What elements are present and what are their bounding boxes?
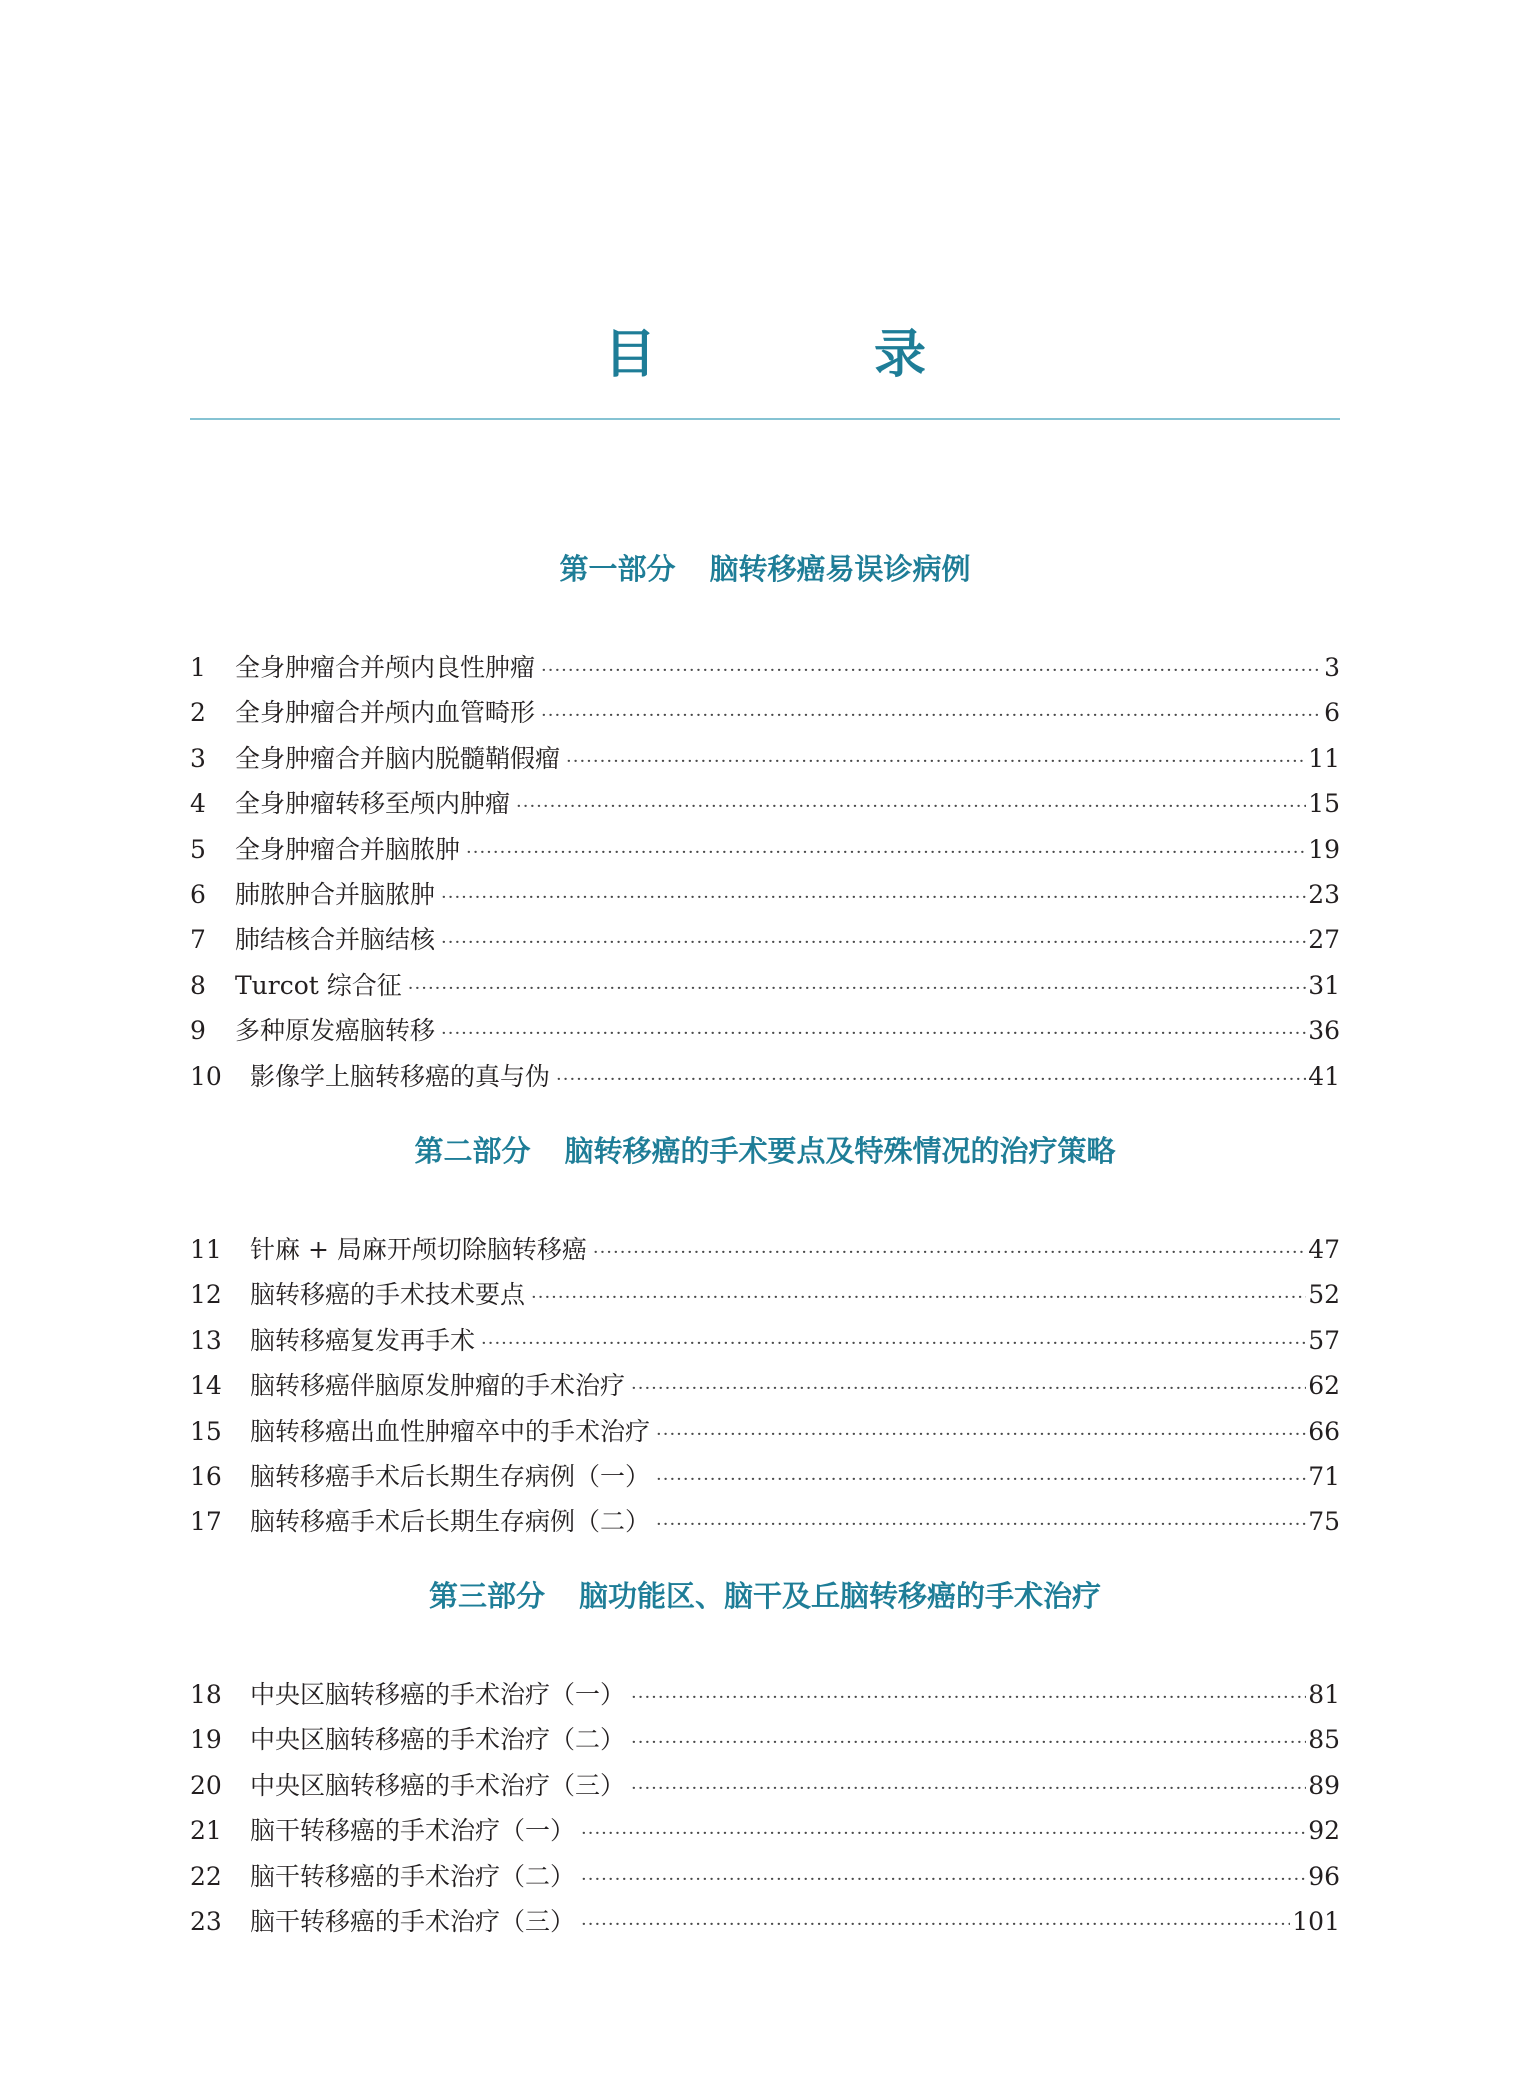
- toc-entry[interactable]: [190, 1672, 1340, 1717]
- entry-title: 中央区脑转移癌的手术治疗（三）: [250, 1770, 626, 1800]
- entry-page-number: 96: [1308, 1861, 1340, 1891]
- entry-page-number: 57: [1308, 1325, 1340, 1355]
- dot-leader: [631, 1766, 1306, 1811]
- dot-leader: [408, 966, 1306, 1011]
- entry-number: 3: [190, 743, 206, 773]
- toc-entry[interactable]: [190, 1318, 1340, 1363]
- toc-entry[interactable]: [190, 827, 1340, 872]
- entry-title: 全身肿瘤合并颅内良性肿瘤: [235, 653, 536, 682]
- section-heading: [190, 1572, 1340, 1620]
- toc-entry-list: [190, 1227, 1340, 1545]
- dot-leader: [516, 784, 1306, 829]
- entry-number: 21: [190, 1816, 222, 1846]
- entry-page-number: 41: [1308, 1061, 1340, 1091]
- entry-page-number: 92: [1308, 1816, 1340, 1846]
- dot-leader: [541, 693, 1322, 738]
- entry-title: 脑转移癌的手术技术要点: [250, 1280, 526, 1310]
- entry-page-number: 6: [1324, 698, 1340, 728]
- entry-number: 22: [190, 1861, 222, 1891]
- entry-title: 脑干转移癌的手术治疗（一）: [250, 1816, 576, 1846]
- dot-leader: [481, 1321, 1306, 1366]
- entry-number: 10: [190, 1061, 222, 1091]
- entry-page-number: 27: [1308, 925, 1340, 955]
- section-title: 脑转移癌的手术要点及特殊情况的治疗策略: [564, 1134, 1116, 1168]
- entry-page-number: 66: [1308, 1416, 1340, 1446]
- toc-entry-list: [190, 645, 1340, 1099]
- entry-title: 全身肿瘤合并脑内脱髓鞘假瘤: [235, 743, 561, 773]
- entry-title: 脑转移癌手术后长期生存病例（二）: [250, 1507, 651, 1537]
- entry-number: 8: [190, 970, 206, 1000]
- entry-number: 7: [190, 925, 206, 955]
- entry-page-number: 62: [1308, 1371, 1340, 1401]
- entry-page-number: 11: [1308, 743, 1340, 773]
- section-part-label: 第三部分: [428, 1579, 545, 1613]
- toc-entry[interactable]: [190, 1763, 1340, 1808]
- toc-entry[interactable]: [190, 1227, 1340, 1272]
- entry-number: 19: [190, 1725, 222, 1755]
- toc-entry[interactable]: [190, 1854, 1340, 1899]
- toc-entry[interactable]: [190, 1054, 1340, 1099]
- toc-entry[interactable]: [190, 1454, 1340, 1499]
- entry-number: 12: [190, 1280, 222, 1310]
- section-heading: [190, 545, 1340, 593]
- entry-page-number: 36: [1308, 1016, 1340, 1046]
- entry-page-number: 23: [1308, 879, 1340, 909]
- entry-page-number: 85: [1308, 1725, 1340, 1755]
- toc-entry[interactable]: [190, 736, 1340, 781]
- entry-number: 11: [190, 1235, 222, 1264]
- toc-entry[interactable]: [190, 1899, 1340, 1944]
- entry-number: 23: [190, 1906, 222, 1936]
- dot-leader: [581, 1857, 1306, 1902]
- entry-page-number: 3: [1324, 653, 1340, 682]
- toc-entry[interactable]: [190, 963, 1340, 1008]
- toc-entry[interactable]: [190, 1717, 1340, 1762]
- toc-entry[interactable]: [190, 690, 1340, 735]
- entry-title: 脑干转移癌的手术治疗（二）: [250, 1861, 576, 1891]
- page-title: 目 录: [603, 325, 1027, 385]
- dot-leader: [466, 830, 1306, 875]
- dot-leader: [441, 920, 1306, 965]
- entry-number: 5: [190, 834, 206, 864]
- entry-page-number: 52: [1308, 1280, 1340, 1310]
- entry-number: 1: [190, 653, 206, 682]
- entry-title: 全身肿瘤合并颅内血管畸形: [235, 698, 536, 728]
- dot-leader: [441, 1011, 1306, 1056]
- section-part-label: 第二部分: [414, 1134, 531, 1168]
- toc-entry[interactable]: [190, 872, 1340, 917]
- toc-entry[interactable]: [190, 1409, 1340, 1454]
- dot-leader: [566, 739, 1306, 784]
- dot-leader: [556, 1057, 1306, 1102]
- section-heading: [190, 1127, 1340, 1175]
- dot-leader: [631, 1675, 1306, 1720]
- entry-title: Turcot 综合征: [235, 970, 402, 1000]
- toc-entry[interactable]: [190, 1363, 1340, 1408]
- entry-number: 16: [190, 1461, 222, 1491]
- entry-number: 15: [190, 1416, 222, 1446]
- entry-title: 脑转移癌手术后长期生存病例（一）: [250, 1461, 651, 1491]
- entry-title: 中央区脑转移癌的手术治疗（二）: [250, 1725, 626, 1755]
- entry-title: 肺结核合并脑结核: [235, 925, 436, 955]
- entry-title: 脑干转移癌的手术治疗（三）: [250, 1906, 576, 1936]
- entry-number: 6: [190, 879, 206, 909]
- dot-leader: [656, 1502, 1306, 1547]
- title-divider: [190, 418, 1340, 420]
- entry-title: 全身肿瘤合并脑脓肿: [235, 834, 461, 864]
- section-title: 脑功能区、脑干及丘脑转移癌的手术治疗: [579, 1579, 1102, 1613]
- entry-number: 2: [190, 698, 206, 728]
- dot-leader: [581, 1902, 1290, 1947]
- entry-title: 针麻 + 局麻开颅切除脑转移癌: [250, 1235, 587, 1264]
- dot-leader: [656, 1457, 1306, 1502]
- toc-section-part-1: [190, 545, 1340, 1099]
- dot-leader: [631, 1720, 1306, 1765]
- dot-leader: [531, 1275, 1306, 1320]
- entry-number: 20: [190, 1770, 222, 1800]
- entry-page-number: 19: [1308, 834, 1340, 864]
- toc-entry-list: [190, 1672, 1340, 1944]
- entry-title: 全身肿瘤转移至颅内肿瘤: [235, 789, 511, 819]
- entry-title: 肺脓肿合并脑脓肿: [235, 879, 436, 909]
- entry-page-number: 81: [1308, 1680, 1340, 1709]
- entry-title: 多种原发癌脑转移: [235, 1016, 436, 1046]
- entry-number: 4: [190, 789, 206, 819]
- entry-title: 中央区脑转移癌的手术治疗（一）: [250, 1680, 626, 1709]
- entry-title: 脑转移癌复发再手术: [250, 1325, 476, 1355]
- entry-page-number: 15: [1308, 789, 1340, 819]
- toc-entry[interactable]: [190, 917, 1340, 962]
- toc-entry[interactable]: [190, 781, 1340, 826]
- entry-page-number: 89: [1308, 1770, 1340, 1800]
- entry-page-number: 101: [1292, 1906, 1340, 1936]
- toc-entry[interactable]: [190, 1272, 1340, 1317]
- entry-title: 脑转移癌伴脑原发肿瘤的手术治疗: [250, 1371, 626, 1401]
- section-part-label: 第一部分: [559, 552, 676, 586]
- dot-leader: [656, 1412, 1306, 1457]
- toc-entry[interactable]: [190, 1499, 1340, 1544]
- entry-page-number: 47: [1308, 1235, 1340, 1264]
- toc-entry[interactable]: [190, 1008, 1340, 1053]
- toc-section-part-3: [190, 1572, 1340, 1944]
- dot-leader: [631, 1366, 1306, 1411]
- toc-section-part-2: [190, 1127, 1340, 1545]
- dot-leader: [541, 648, 1322, 693]
- entry-title: 影像学上脑转移癌的真与伪: [250, 1061, 551, 1091]
- entry-title: 脑转移癌出血性肿瘤卒中的手术治疗: [250, 1416, 651, 1446]
- entry-number: 14: [190, 1371, 222, 1401]
- entry-page-number: 71: [1308, 1461, 1340, 1491]
- section-title: 脑转移癌易误诊病例: [709, 552, 971, 586]
- dot-leader: [441, 875, 1306, 920]
- entry-number: 9: [190, 1016, 206, 1046]
- toc-entry[interactable]: [190, 645, 1340, 690]
- toc-entry[interactable]: [190, 1808, 1340, 1853]
- entry-page-number: 31: [1308, 970, 1340, 1000]
- entry-number: 18: [190, 1680, 222, 1709]
- entry-number: 13: [190, 1325, 222, 1355]
- dot-leader: [593, 1230, 1306, 1275]
- dot-leader: [581, 1811, 1306, 1856]
- entry-number: 17: [190, 1507, 222, 1537]
- entry-page-number: 75: [1308, 1507, 1340, 1537]
